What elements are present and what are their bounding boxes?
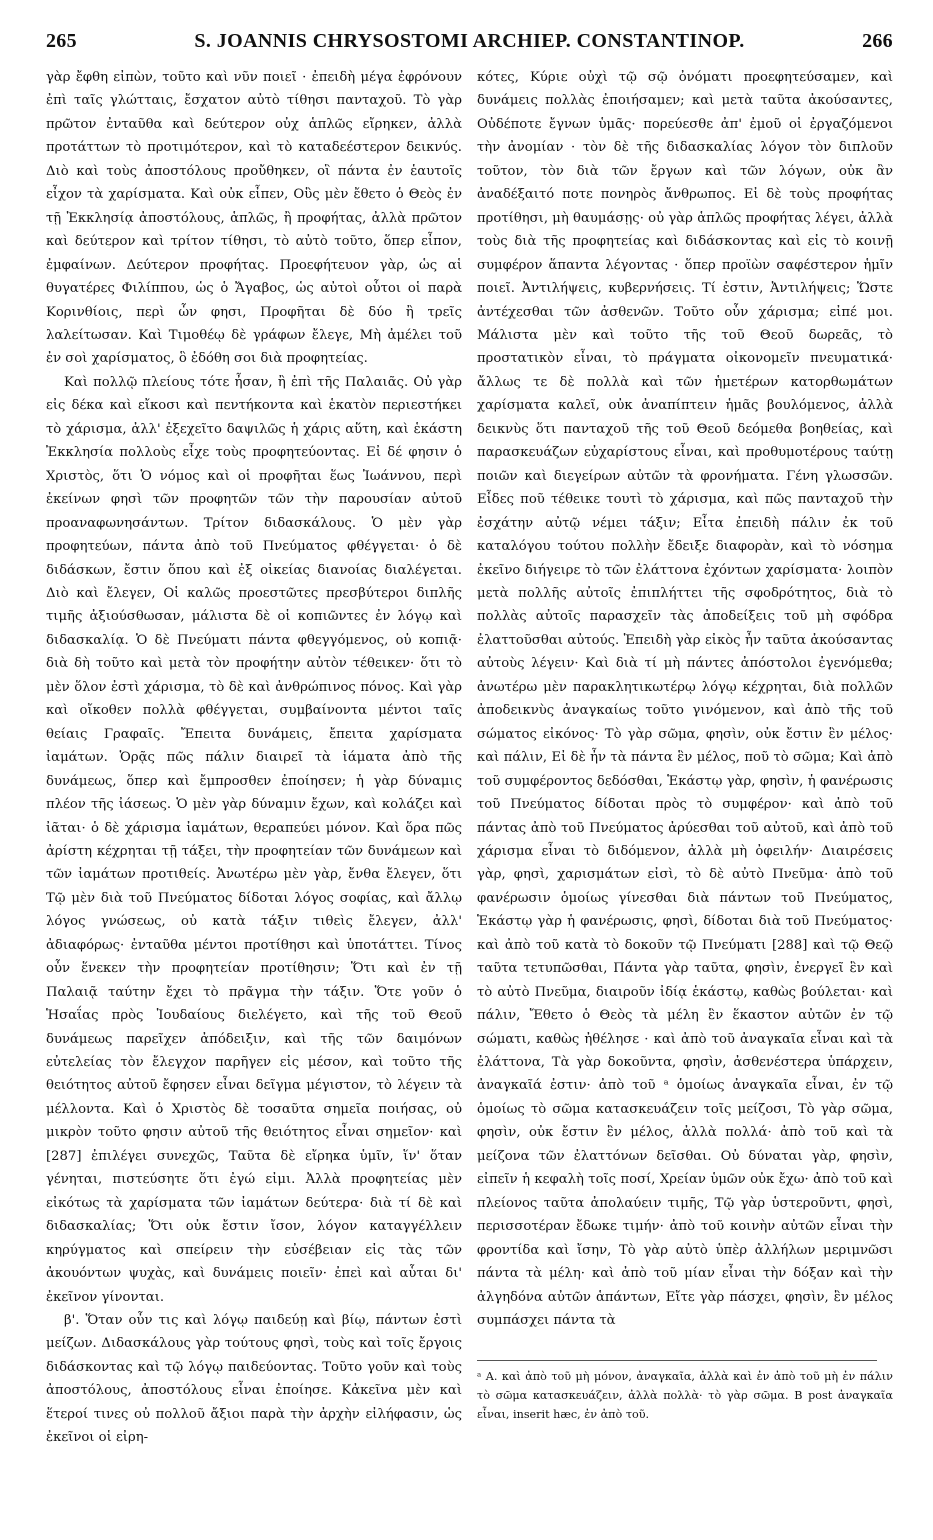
- left-column: [46, 66, 462, 1450]
- paragraph: γὰρ ἔφθη εἰπὼν, τοῦτο καὶ νῦν ποιεῖ · ἐπειδὴ μέγα ἐφρόνουν ἐπὶ ταῖς γλώτταις, ἔσχατον αὐτὸ τίθησι πανταχοῦ. Τὸ γὰρ πρῶτον ἐνταῦθα καὶ δεύτερον οὐχ ἁπλῶς εἴρηκεν, ἀλλὰ προτάττων τὸ προτιμότερον, καὶ τὸ καταδεέστερον δεικνύς. Διὸ καὶ τοὺς ἀποστόλους προὔθηκεν, οἳ πάντα ἐν ἑαυτοῖς εἶχον τὰ χαρίσματα. Καὶ οὐκ εἶπεν, Οὓς μὲν ἔθετο ὁ Θεὸς ἐν τῇ Ἐκκλησίᾳ ἀποστόλους, ἁπλῶς, ἢ προφήτας, ἀλλὰ πρῶτον καὶ δεύτερον καὶ τρίτον τίθησι, τὸ αὐτὸ τοῦτο, ὅπερ εἶπον, ἐμφαίνων. Δεύτερον προφήτας. Προεφήτευον γὰρ, ὡς αἱ θυγατέρες Φιλίππου, ὡς ὁ Ἄγαβος, ὡς αὐτοὶ οὗτοι οἱ παρὰ Κορινθίοις, περὶ ὧν φησι, Προφῆται δὲ δύο ἢ τρεῖς λαλείτωσαν. Καὶ Τιμοθέῳ δὲ γράφων ἔλεγε, Μὴ ἀμέλει τοῦ ἐν σοὶ χαρίσματος, ὃ ἐδόθη σοι διὰ προφητείας.: [46, 70, 462, 367]
- running-title: S. JOANNIS CHRYSOSTOMI ARCHIEP. CONSTANTINOP.: [194, 30, 745, 52]
- footnote: ᵃ A. καὶ ἀπὸ τοῦ μὴ μόνον, ἀναγκαῖα, ἀλλὰ καὶ ἐν ἀπὸ τοῦ μὴ ἐν πάλιν τὸ σῶμα κατασκευάζειν, ἀλλὰ πολλὰ· τὸ γὰρ σῶμα. B post ἀναγκαῖα εἶναι, inserit hæc, ἐν ἀπὸ τοῦ.: [477, 1370, 893, 1422]
- left-page-number: 265: [46, 30, 77, 52]
- right-column: [477, 66, 893, 1450]
- paragraph: β'. Ὅταν οὖν τις καὶ λόγῳ παιδεύῃ καὶ βίῳ, πάντων ἐστὶ μείζων. Διδασκάλους γὰρ τούτους φησὶ, τοὺς καὶ τοῖς ἔργοις διδάσκοντας καὶ τῷ λόγῳ παιδεύοντας. Τοῦτο γοῦν καὶ τοὺς ἀποστόλους, ἀποστόλους εἶναι ἐποίησε. Κἀκεῖνα μὲν καὶ ἕτεροί τινες οὐ πολλοῦ ἄξιοι παρὰ τὴν ἀρχὴν εἰλήφασιν, ὡς ἐκεῖνοι οἱ εἰρη-: [46, 1313, 462, 1446]
- footnote-rule: [477, 1360, 877, 1361]
- right-page-number: 266: [862, 30, 893, 52]
- running-header: [46, 30, 893, 60]
- text-columns: [46, 66, 893, 1450]
- paragraph: Καὶ πολλῷ πλείους τότε ἦσαν, ἢ ἐπὶ τῆς Παλαιᾶς. Οὐ γὰρ εἰς δέκα καὶ εἴκοσι καὶ πεντήκοντα καὶ ἑκατὸν περιεστήκει τὸ χάρισμα, ἀλλ' ἐξεχεῖτο δαψιλῶς ἡ χάρις αὕτη, καὶ ἑκάστη Ἐκκλησία πολλοὺς εἶχε τοὺς προφητεύοντας. Εἰ δέ φησιν ὁ Χριστὸς, ὅτι Ὁ νόμος καὶ οἱ προφῆται ἕως Ἰωάννου, περὶ ἐκείνων φησὶ τῶν προφητῶν τῶν τὴν παρουσίαν αὐτοῦ προαναφωνησάντων. Τρίτον διδασκάλους. Ὁ μὲν γὰρ προφητεύων, πάντα ἀπὸ τοῦ Πνεύματος φθέγγεται· ὁ δὲ διδάσκων, ἔστιν ὅπου καὶ ἐξ οἰκείας διανοίας διαλέγεται. Διὸ καὶ ἔλεγεν, Οἱ καλῶς προεστῶτες πρεσβύτεροι διπλῆς τιμῆς ἀξιούσθωσαν, μάλιστα δὲ οἱ κοπιῶντες ἐν λόγῳ καὶ διδασκαλίᾳ. Ὁ δὲ Πνεύματι πάντα φθεγγόμενος, οὐ κοπιᾷ· διὰ δὴ τοῦτο καὶ μετὰ τὸν προφήτην αὐτὸν τέθεικεν· ὅτι τὸ μὲν ὅλον ἐστὶ χάρισμα, τὸ δὲ καὶ ἀνθρώπινος πόνος. Καὶ γὰρ καὶ οἴκοθεν πολλὰ φθέγγεται, συμβαίνοντα μέντοι ταῖς θείαις Γραφαῖς. Ἔπειτα δυνάμεις, ἔπειτα χαρίσματα ἰαμάτων. Ὁρᾷς πῶς πάλιν διαιρεῖ τὰ ἰάματα ἀπὸ τῆς δυνάμεως, ὅπερ καὶ ἔμπροσθεν ἐποίησεν; ἡ γὰρ δύναμις πλέον τῆς ἰάσεως. Ὁ μὲν γὰρ δύναμιν ἔχων, καὶ κολάζει καὶ ἰᾶται· ὁ δὲ χάρισμα ἰαμάτων, θεραπεύει μόνον. Καὶ ὅρα πῶς ἀρίστη κέχρηται τῇ τάξει, τὴν προφητείαν τῶν δυνάμεων καὶ τῶν ἰαμάτων προτιθείς. Ἀνωτέρω μὲν γὰρ, ἔνθα ἔλεγεν, ὅτι Τῷ μὲν διὰ τοῦ Πνεύματος δίδοται λόγος σοφίας, καὶ ἄλλῳ λόγος γνώσεως, οὐ κατὰ τάξιν τιθεὶς ἔλεγεν, ἀλλ' ἀδιαφόρως· ἐνταῦθα μέντοι προτίθησι καὶ ὑποτάττει. Τίνος οὖν ἕνεκεν τὴν προφητείαν προτίθησιν; Ὅτι καὶ ἐν τῇ Παλαιᾷ ταύτην ἔχει τὸ πρᾶγμα τὴν τάξιν. Ὅτε γοῦν ὁ Ἡσαΐας πρὸς Ἰουδαίους διελέγετο, καὶ τῆς τοῦ Θεοῦ δυνάμεως παρεῖχεν ἀπόδειξιν, καὶ τῆς τῶν δαιμόνων εὐτελείας τὸν ἔλεγχον παρῆγεν εἰς μέσον, καὶ τοῦτο τῆς θειότητος αὐτοῦ ἔφησεν εἶναι δεῖγμα μέγιστον, τὸ λέγειν τὰ μέλλοντα. Καὶ ὁ Χριστὸς δὲ τοσαῦτα σημεῖα ποιήσας, οὐ μικρὸν τοῦτο φησιν αὐτοῦ τῆς θειότητος εἶναι σημεῖον· καὶ [287] ἐπιλέγει συνεχῶς, Ταῦτα δὲ εἴρηκα ὑμῖν, ἵν' ὅταν γένηται, πιστεύσητε ὅτι ἐγώ εἰμι. Ἀλλὰ προφητείας μὲν εἰκότως τὰ χαρίσματα τῶν ἰαμάτων δεύτερα· διὰ τί δὲ καὶ διδασκαλίας; Ὅτι οὐκ ἔστιν ἴσον, λόγον καταγγέλλειν κηρύγματος καὶ σπείρειν τὴν εὐσέβειαν εἰς τὰς τῶν ἀκουόντων ψυχὰς, καὶ δυνάμεις ποιεῖν· ἐπεὶ καὶ αὗται δι' ἐκεῖνον γίνονται.: [46, 374, 462, 1305]
- paragraph: κότες, Κύριε οὐχὶ τῷ σῷ ὀνόματι προεφητεύσαμεν, καὶ δυνάμεις πολλὰς ἐποιήσαμεν; καὶ μετὰ ταῦτα ἀκούσαντες, Οὐδέποτε ἔγνων ὑμᾶς· πορεύεσθε ἀπ' ἐμοῦ οἱ ἐργαζόμενοι τὴν ἀνομίαν · τὸν δὲ τῆς διδασκαλίας λόγον τὸν διπλοῦν τοῦτον, τὸν διὰ τῶν ἔργων καὶ τῶν λόγων, οὐκ ἂν ἀναδέξαιτό ποτε πονηρὸς ἄνθρωπος. Εἰ δὲ τοὺς προφήτας προτίθησι, μὴ θαυμάσῃς· οὐ γὰρ ἁπλῶς προφήτας λέγει, ἀλλὰ τοὺς διὰ τῆς προφητείας καὶ διδάσκοντας καὶ εἰς τὸ κοινῇ συμφέρον ἅπαντα λέγοντας · ὅπερ προϊὼν σαφέστερον ἡμῖν ποιεῖ. Ἀντιλήψεις, κυβερνήσεις. Τί ἐστιν, Ἀντιλήψεις; Ὥστε ἀντέχεσθαι τῶν ἀσθενῶν. Τοῦτο οὖν χάρισμα; εἰπέ μοι. Μάλιστα μὲν καὶ τοῦτο τῆς τοῦ Θεοῦ δωρεᾶς, τὸ προστατικὸν εἶναι, τὸ πράγματα οἰκονομεῖν πνευματικά· ἄλλως τε δὲ πολλὰ καὶ τῶν ἡμετέρων κατορθωμάτων χαρίσματα καλεῖ, οὐκ ἀναπίπτειν ἡμᾶς βουλόμενος, ἀλλὰ δεικνὺς ὅτι πανταχοῦ τῆς τοῦ Θεοῦ δεόμεθα βοηθείας, καὶ παρασκευάζων εὐχαρίστους εἶναι, καὶ προθυμοτέρους ταύτῃ ποιῶν καὶ διεγείρων αὐτῶν τὰ φρονήματα. Γένη γλωσσῶν. Εἶδες ποῦ τέθεικε τουτὶ τὸ χάρισμα, καὶ πῶς πανταχοῦ τὴν ἐσχάτην αὐτῷ νέμει τάξιν; Εἶτα ἐπειδὴ πάλιν ἐκ τοῦ καταλόγου τούτου πολλὴν ἔδειξε διαφορὰν, καὶ τὸ νόσημα ἐκεῖνο διήγειρε τὸ τῶν ἐλάττονα ἐχόντων χαρίσματα· λοιπὸν μετὰ πολλῆς αὐτοῖς ἐπιπλήττει τῆς σφοδρότητος, διὰ τὸ πολλὰς αὐτοῖς παρασχεῖν τὰς ἀποδείξεις τοῦ μὴ σφόδρα ἐλαττοῦσθαι αὐτούς. Ἐπειδὴ γὰρ εἰκὸς ἦν ταῦτα ἀκούσαντας αὐτοὺς λέγειν· Καὶ διὰ τί μὴ πάντες ἀπόστολοι ἐγενόμεθα; ἀνωτέρω μὲν παρακλητικωτέρῳ λόγῳ κέχρηται, διὰ πολλῶν ἀποδεικνὺς ἀναγκαίως τοῦτο γινόμενον, καὶ ἀπὸ τῆς τοῦ σώματος εἰκόνος· Τὸ γὰρ σῶμα, φησὶν, οὐκ ἔστιν ἓν μέλος· καὶ πάλιν, Εἰ δὲ ἦν τὰ πάντα ἓν μέλος, ποῦ τὸ σῶμα; Καὶ ἀπὸ τοῦ συμφέροντος δεδόσθαι, Ἑκάστῳ γὰρ, φησὶν, ἡ φανέρωσις τοῦ Πνεύματος δίδοται πρὸς τὸ συμφέρον· καὶ ἀπὸ τοῦ πάντας ἀπὸ τοῦ Πνεύματος ἀρύεσθαι τοῦ αὐτοῦ, καὶ ἀπὸ τοῦ χάρισμα εἶναι τὸ διδόμενον, ἀλλὰ μὴ ὀφειλήν· Διαιρέσεις γὰρ, φησὶ, χαρισμάτων εἰσὶ, τὸ δὲ αὐτὸ Πνεῦμα· ἀπὸ τοῦ φανέρωσιν ὁμοίως γίνεσθαι διὰ πάντων τοῦ Πνεύματος, Ἑκάστῳ γὰρ ἡ φανέρωσις, φησὶ, δίδοται διὰ τοῦ Πνεύματος· καὶ ἀπὸ τοῦ κατὰ τὸ δοκοῦν τῷ Πνεύματι [288] καὶ τῷ Θεῷ ταῦτα τετυπῶσθαι, Πάντα γὰρ ταῦτα, φησὶν, ἐνεργεῖ ἓν καὶ τὸ αὐτὸ Πνεῦμα, διαιροῦν ἰδίᾳ ἑκάστῳ, καθὼς βούλεται· καὶ πάλιν, Ἔθετο ὁ Θεὸς τὰ μέλη ἓν ἕκαστον αὐτῶν ἐν τῷ σώματι, καθὼς ἠθέλησε · καὶ ἀπὸ τοῦ ἀναγκαῖα εἶναι καὶ τὰ ἐλάττονα, Τὰ γὰρ δοκοῦντα, φησὶν, ἀσθενέστερα ὑπάρχειν, ἀναγκαῖά ἐστιν· ἀπὸ τοῦ ᵃ ὁμοίως ἀναγκαῖα εἶναι, ἐν τῷ ὁμοίως τὸ σῶμα κατασκευάζειν τοῖς μείζοσι, Τὸ γὰρ σῶμα, φησὶν, οὐκ ἔστιν ἓν μέλος, ἀλλὰ πολλά· ἀπὸ τοῦ καὶ τὰ μείζονα τῶν ἐλαττόνων δεῖσθαι. Οὐ δύναται γὰρ, φησὶν, εἰπεῖν ἡ κεφαλὴ τοῖς ποσί, Χρείαν ὑμῶν οὐκ ἔχω· ἀπὸ τοῦ καὶ πλείονος ταῦτα ἀπολαύειν τιμῆς, Τῷ γὰρ ὑστεροῦντι, φησὶ, περισσοτέραν ἔδωκε τιμήν· ἀπὸ τοῦ κοινὴν αὐτῶν εἶναι τὴν φροντίδα καὶ ἴσην, Τὸ γὰρ αὐτὸ ὑπὲρ ἀλλήλων μεριμνῶσι πάντα τὰ μέλη· καὶ ἀπὸ τοῦ μίαν εἶναι τὴν δόξαν καὶ τὴν ἀλγηδόνα αὐτῶν ἁπάντων, Εἴτε γὰρ πάσχει, φησὶν, ἓν μέλος συμπάσχει πάντα τὰ: [477, 70, 893, 1329]
